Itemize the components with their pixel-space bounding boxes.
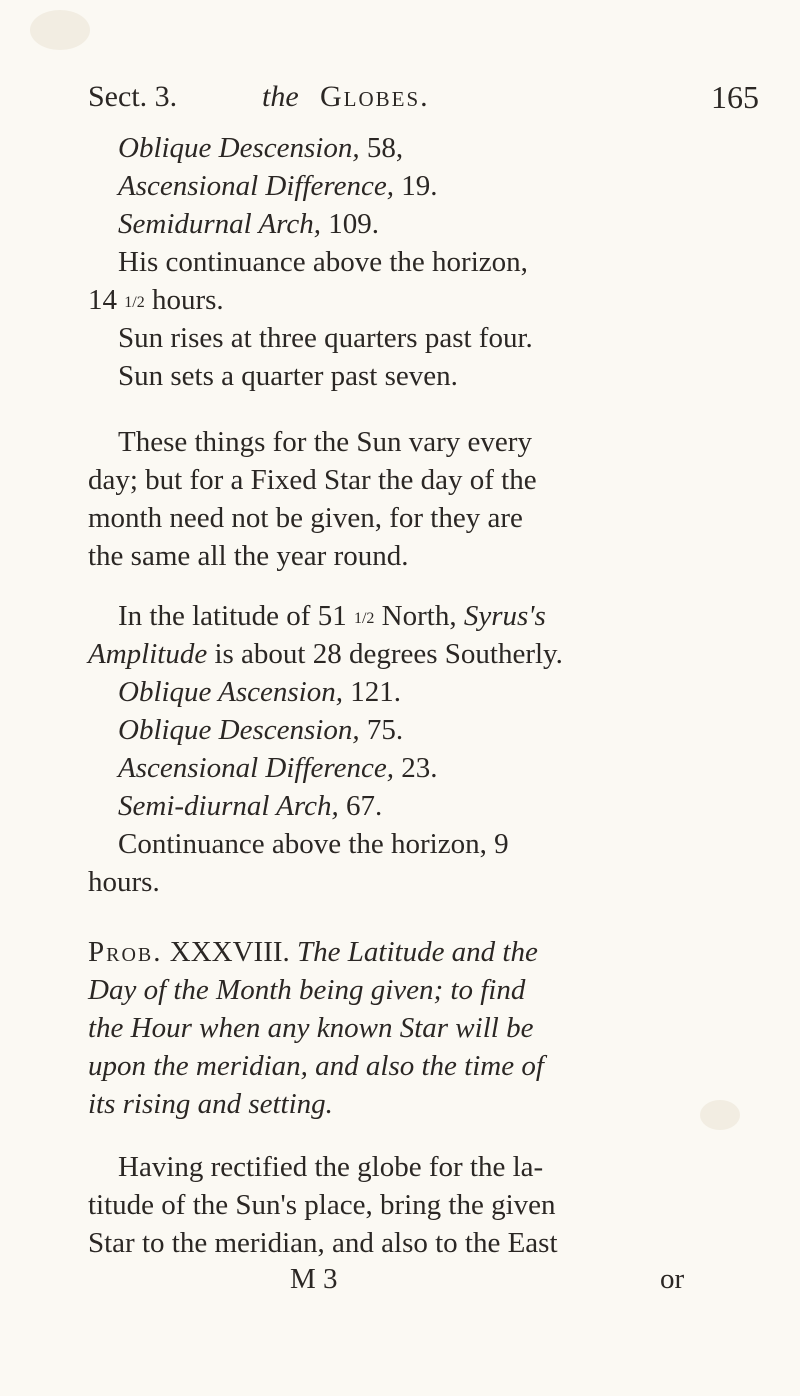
text-line: Sun sets a quarter past seven. (118, 360, 458, 392)
paper-stain (30, 10, 90, 50)
problem-number: XXXVIII. (162, 936, 298, 968)
value: 19. (393, 170, 438, 202)
text-line: Star to the meridian, and also to the East (88, 1227, 558, 1259)
term: Ascensional Difference, (118, 170, 394, 202)
page-number: 165 (711, 79, 759, 115)
text-line (118, 131, 403, 165)
text-line: month need not be given, for they are (88, 502, 523, 534)
running-title: Globes. (320, 80, 430, 113)
term: Oblique Descension, (118, 132, 360, 164)
term: Ascensional Difference, (118, 752, 394, 784)
text-line: Sun rises at three quarters past four. (118, 322, 533, 354)
header-the: the (262, 80, 299, 113)
value: 75. (359, 714, 404, 746)
text: is about 28 degrees Southerly. (207, 638, 563, 670)
problem-text: upon the meridian, and also the time of (88, 1050, 544, 1082)
term: Amplitude (88, 638, 208, 670)
section-label: Sect. 3. (88, 80, 178, 113)
fraction: 1/2 (353, 610, 375, 627)
value: 67. (338, 790, 383, 822)
term: Semidurnal Arch, (118, 208, 321, 240)
text: North, (374, 600, 464, 632)
signature-mark: M 3 (290, 1263, 338, 1295)
text-line (118, 713, 403, 747)
problem-heading (88, 935, 538, 969)
text-line (118, 599, 546, 638)
fraction: 1/2 (124, 294, 145, 311)
text-line (118, 169, 437, 203)
text-line (118, 207, 379, 241)
text-line: the same all the year round. (88, 540, 409, 572)
text-line (118, 751, 437, 785)
value: 109. (321, 208, 379, 240)
text-line: Continuance above the horizon, 9 (118, 828, 509, 860)
term: Oblique Descension, (118, 714, 360, 746)
value: 23. (393, 752, 438, 784)
problem-text: its rising and setting. (88, 1088, 333, 1120)
text-line (88, 637, 563, 671)
problem-label: Prob. (88, 936, 163, 968)
paper-stain (700, 1100, 740, 1130)
value: 58, (359, 132, 404, 164)
star-name: Syrus's (463, 600, 546, 632)
text-line: His continuance above the horizon, (118, 246, 528, 278)
text-line: titude of the Sun's place, bring the given (88, 1189, 556, 1221)
catchword: or (660, 1263, 685, 1295)
text-line (118, 789, 382, 823)
text-line: hours. (88, 866, 160, 898)
value: 121. (343, 676, 401, 708)
text: hours. (144, 284, 224, 316)
term: Semi-diurnal Arch, (118, 790, 339, 822)
term: Oblique Ascension, (118, 676, 343, 708)
text: In the latitude of 51 (118, 600, 347, 632)
text-line: day; but for a Fixed Star the day of the (88, 464, 537, 496)
text-line (88, 283, 224, 322)
number: 14 (88, 284, 117, 316)
problem-text: The Latitude and the (297, 936, 538, 968)
problem-text: the Hour when any known Star will be (88, 1012, 534, 1044)
text-line: These things for the Sun vary every (118, 426, 532, 458)
text-line: Having rectified the globe for the la- (118, 1151, 544, 1183)
problem-text: Day of the Month being given; to find (88, 974, 526, 1006)
text-line (118, 675, 401, 709)
